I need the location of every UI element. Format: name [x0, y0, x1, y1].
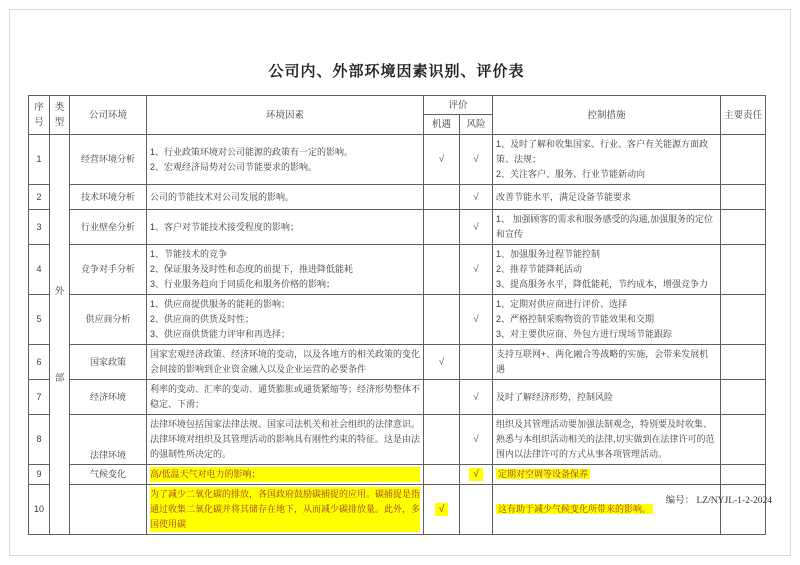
highlight-span: 定期对空调等设备保养	[498, 469, 589, 479]
factor-line: 高/低温天气对电力的影响；	[150, 469, 261, 479]
responsibility-cell	[721, 245, 766, 295]
opportunity-cell	[424, 135, 460, 185]
check-mark: √	[473, 221, 479, 233]
header-evaluation: 评价	[424, 96, 493, 115]
row-number-cell: 9	[29, 465, 50, 485]
factor-line: 1、客户对节能技术接受程度的影响；	[150, 221, 300, 232]
table-row	[29, 295, 766, 345]
document-number: 编号： LZ/NYJL-1-2-2024	[665, 496, 772, 506]
company-env-cell: 经营环境分析	[70, 135, 147, 185]
risk-cell	[460, 465, 493, 485]
factor-line: 国家宏观经济政策、经济环境的变动，以及各地方的相关政策的变化会间接的影响到企业资金融入以及企业运营的必要条件	[150, 349, 421, 374]
check-mark: √	[473, 264, 479, 275]
header-opportunity: 机遇	[424, 115, 460, 135]
control-line: 2、推荐节能降耗活动	[496, 264, 583, 274]
control-line: 组织及其管理活动要加强法制观念，特别要及时收集、熟悉与本组织活动相关的法律,切实做到在法律许可的范围内以法律许可的方式从事各项管理活动。	[496, 419, 715, 459]
env-factor-cell	[147, 465, 424, 485]
env-factor-cell	[147, 185, 424, 210]
env-factor-cell	[147, 485, 424, 535]
control-cell	[493, 185, 721, 210]
control-cell	[493, 345, 721, 380]
table-row	[29, 380, 766, 415]
risk-cell	[460, 245, 493, 295]
table-row	[29, 345, 766, 380]
opportunity-cell	[424, 485, 460, 535]
env-factor-cell	[147, 245, 424, 295]
type-char: 部	[54, 372, 65, 384]
table-row	[29, 135, 766, 185]
company-env-cell: 供应商分析	[70, 295, 147, 345]
header-responsibility: 主要责任	[721, 96, 766, 135]
control-line: 1、定期对供应商进行评价、选择	[496, 299, 628, 309]
control-cell	[493, 210, 721, 245]
header-company-env: 公司环境	[70, 96, 147, 135]
control-line: 1、 加强顾客的需求和服务感受的沟通,加强服务的定位和宣传	[496, 214, 714, 239]
row-number-cell: 6	[29, 345, 50, 380]
type-char: 外	[54, 285, 65, 297]
control-line: 及时了解经济形势，控制风险	[496, 391, 614, 402]
row-number-cell: 5	[29, 295, 50, 345]
header-control: 控制措施	[493, 96, 721, 135]
factor-line: 1、节能技术的竞争	[150, 249, 228, 259]
opportunity-cell	[424, 465, 460, 485]
row-number-cell: 8	[29, 415, 50, 465]
factor-lines	[150, 297, 420, 342]
header-env-factor: 环境因素	[147, 96, 424, 135]
company-env-cell: 技术环境分析	[70, 185, 147, 210]
company-env-cell: 国家政策	[70, 345, 147, 380]
control-line: 1、及时了解和收集国家、行业、客户有关能源方面政策、法规；	[496, 139, 709, 164]
env-factor-cell	[147, 135, 424, 185]
control-cell	[493, 415, 721, 465]
factor-line: 法律环境包括国家法律法规、国家司法机关和社会组织的法律意识。法律环境对组织及其管理活动的影响具有刚性约束的特征。这是由法的强制性所决定的。	[150, 419, 421, 459]
table-body	[29, 135, 766, 535]
responsibility-cell	[721, 465, 766, 485]
company-env-cell: 竞争对手分析	[70, 245, 147, 295]
factor-line: 3、行业服务趋向于同质化和服务价格的影响；	[150, 279, 336, 289]
check-mark: √	[473, 391, 479, 403]
opportunity-cell	[424, 415, 460, 465]
opportunity-cell	[424, 245, 460, 295]
table-row	[29, 415, 766, 465]
opportunity-cell	[424, 295, 460, 345]
risk-cell	[460, 295, 493, 345]
control-line: 3、对主要供应商、外包方进行现场节能跟踪	[496, 329, 673, 339]
control-line: 2、严格控制采购物资的节能效果和交期	[496, 314, 655, 324]
table-row	[29, 185, 766, 210]
check-mark: √	[438, 356, 445, 368]
table-row	[29, 465, 766, 485]
factor-line: 2、保证服务及时性和态度的前提下，推进降低能耗	[150, 264, 354, 274]
responsibility-cell	[721, 210, 766, 245]
risk-cell	[460, 185, 493, 210]
opportunity-cell	[424, 380, 460, 415]
risk-cell	[460, 135, 493, 185]
control-line	[496, 467, 717, 482]
row-number-cell: 2	[29, 185, 50, 210]
check-mark: √	[435, 503, 449, 516]
responsibility-cell	[721, 185, 766, 210]
evaluation-table	[28, 95, 766, 535]
factor-line: 2、宏观经济局势对公司节能要求的影响。	[150, 161, 318, 172]
opportunity-cell	[424, 185, 460, 210]
factor-lines	[150, 467, 420, 482]
check-mark: √	[473, 314, 479, 325]
control-cell	[493, 135, 721, 185]
responsibility-cell	[721, 345, 766, 380]
opportunity-cell	[424, 210, 460, 245]
factor-line: 2、供应商的供货及时性；	[150, 314, 255, 324]
type-group-label	[53, 284, 66, 386]
company-env-cell: 气候变化	[70, 465, 147, 485]
table-row	[29, 245, 766, 295]
company-env-cell: 行业壁垒分析	[70, 210, 147, 245]
factor-lines	[150, 190, 420, 205]
risk-cell	[460, 345, 493, 380]
control-cell	[493, 295, 721, 345]
row-number-cell: 10	[29, 485, 50, 535]
table-row	[29, 485, 766, 535]
control-line: 1、加强服务过程节能控制	[496, 249, 601, 259]
control-cell	[493, 465, 721, 485]
check-mark: √	[473, 434, 479, 445]
control-cell	[493, 245, 721, 295]
factor-lines	[150, 487, 420, 532]
factor-line: 1、供应商提供服务的能耗的影响；	[150, 299, 291, 309]
env-factor-cell	[147, 295, 424, 345]
env-factor-cell	[147, 415, 424, 465]
risk-cell	[460, 210, 493, 245]
company-env-cell	[70, 485, 147, 535]
factor-line: 为了减少二氧化碳的排放，各国政府鼓励碳捕捉的应用。碳捕捉是指通过收集二氧化碳并将其储存在地下，从而减少碳排放量。此外，多国使用碳	[150, 489, 421, 529]
row-number-cell: 1	[29, 135, 50, 185]
factor-lines	[150, 145, 420, 175]
row-number-cell: 3	[29, 210, 50, 245]
header-risk: 风险	[460, 115, 493, 135]
factor-lines	[150, 247, 420, 292]
env-factor-cell	[147, 380, 424, 415]
opportunity-cell	[424, 345, 460, 380]
env-factor-cell	[147, 345, 424, 380]
responsibility-cell	[721, 380, 766, 415]
env-factor-cell	[147, 210, 424, 245]
type-cell	[50, 135, 70, 535]
check-mark: √	[469, 468, 483, 481]
check-mark: √	[473, 154, 479, 165]
header-type: 类型	[50, 96, 70, 135]
control-line: 支持互联网+、两化融合等战略的实施，会带来发展机遇	[496, 349, 709, 374]
table-row	[29, 210, 766, 245]
factor-lines	[150, 382, 420, 412]
factor-line: 利率的变动、汇率的变动、通货膨胀或通货紧缩等；经济形势整体不稳定、下滑；	[150, 384, 421, 409]
risk-cell	[460, 485, 493, 535]
check-mark: √	[438, 154, 445, 165]
check-mark: √	[473, 191, 479, 203]
responsibility-cell	[721, 295, 766, 345]
factor-lines	[150, 347, 420, 377]
row-number-cell: 4	[29, 245, 50, 295]
control-cell	[493, 380, 721, 415]
risk-cell	[460, 380, 493, 415]
header-no: 序号	[29, 96, 50, 135]
control-line: 3、提高服务水平，降低能耗，节约成本，增强竞争力	[496, 279, 709, 289]
row-number-cell: 7	[29, 380, 50, 415]
factor-line: 3、供应商供货能力评审和再选择；	[150, 329, 291, 339]
control-line: 改善节能水平，满足设备节能要求	[496, 191, 632, 202]
table-header	[29, 96, 766, 135]
responsibility-cell	[721, 135, 766, 185]
highlight-span: 这有助于减少气候变化所带来的影响。	[498, 504, 652, 514]
responsibility-cell	[721, 415, 766, 465]
control-line: 2、关注客户、服务、行业节能新动向	[496, 169, 646, 179]
risk-cell	[460, 415, 493, 465]
factor-lines	[150, 220, 420, 235]
company-env-cell: 经济环境	[70, 380, 147, 415]
header-row-1	[29, 96, 766, 115]
factor-line: 公司的节能技术对公司发展的影响。	[150, 191, 295, 202]
company-env-cell: 法律环境	[70, 415, 147, 465]
factor-lines	[150, 417, 420, 462]
factor-line: 1、行业政策环境对公司能源的政策有一定的影响。	[150, 146, 354, 157]
page-title: 公司内、外部环境因素识别、评价表	[268, 64, 525, 80]
